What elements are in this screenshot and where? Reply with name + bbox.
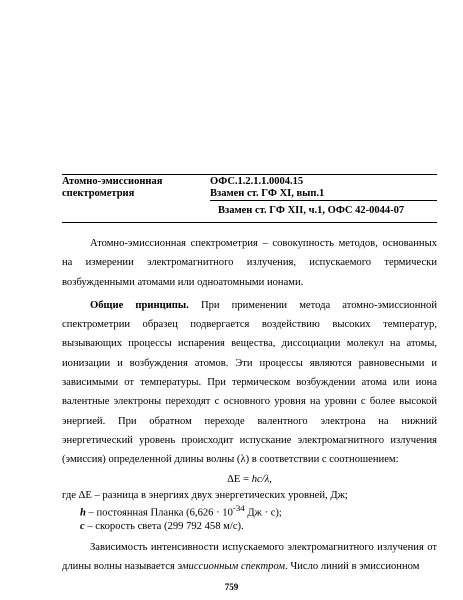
formula-end: , — [269, 473, 272, 485]
emission-spectrum-term: эмиссионным спектром — [177, 561, 286, 573]
section-heading: Общие принципы. — [90, 299, 189, 311]
header-rule-top — [62, 174, 437, 175]
planck-text: – постоянная Планка (6,626 · 10 — [85, 507, 233, 519]
paragraph-1: Атомно-эмиссионная спектрометрия – совокупность методов, основанных на измерении электромагнитного излучения, испускаемого термически возбужденными атомами или одноатомными ионами. — [62, 238, 437, 288]
title-line-1: Атомно-эмиссионная — [62, 176, 163, 187]
page-number: 759 — [224, 582, 239, 592]
energy-formula — [62, 470, 437, 489]
formula-rhs: hc/λ — [251, 473, 270, 485]
paragraph-3-end: . Число линий в эмиссионном — [285, 561, 420, 573]
monograph-code-block — [210, 176, 324, 200]
light-speed-symbol: c — [80, 521, 85, 533]
replaces-line-1: Взамен ст. ГФ XI, вып.1 — [210, 188, 325, 199]
document-body — [62, 234, 437, 576]
planck-exponent: -34 — [232, 503, 245, 514]
paragraph-3-start: Зависимость интенсивности испускаемого электромагнитного излучения от длины волны называется — [62, 541, 437, 573]
definition-planck — [62, 502, 437, 520]
replaces-line-2: Взамен ст. ГФ XII, ч.1, ОФС 42-0044-07 — [218, 205, 405, 216]
definition-delta-e: где ΔE – разница в энергиях двух энергетических уровней, Дж; — [62, 489, 348, 501]
definition-speed-of-light — [62, 520, 437, 534]
paragraph-3 — [62, 538, 437, 577]
light-speed-text: – скорость света (299 792 458 м/с). — [84, 521, 244, 533]
paragraph-2-text: При применении метода атомно-эмиссионной спектрометрии образец подвергается воздействию высоких температур, вызывающих процессы испарения вещества, диссоциации молекул на атомы, ионизации и возбуждения атомов. Эти процессы являются равновесными и зависимыми от температуры. При термическом возбуждении атома или иона валентные электроны переходят с основного уровня на уровни с более высокой энергией. При обратном переходе валентного электрона на нижний энергетический уровень происходит испускание электромагнитного излучения (эмиссия) определенной длины волны (λ) в соответствии с соотношением: — [62, 299, 438, 466]
planck-units: Дж · с); — [244, 507, 282, 519]
formula-lhs: ΔE = — [227, 473, 252, 485]
header-rule-mid — [210, 200, 437, 201]
planck-symbol: h — [80, 507, 86, 519]
paragraph-2 — [62, 296, 437, 470]
formula-definitions — [62, 489, 437, 534]
monograph-title — [62, 176, 162, 200]
header-rule-bottom — [62, 222, 437, 223]
title-line-2: спектрометрия — [62, 188, 135, 199]
monograph-code: ОФС.1.2.1.1.0004.15 — [210, 176, 304, 187]
